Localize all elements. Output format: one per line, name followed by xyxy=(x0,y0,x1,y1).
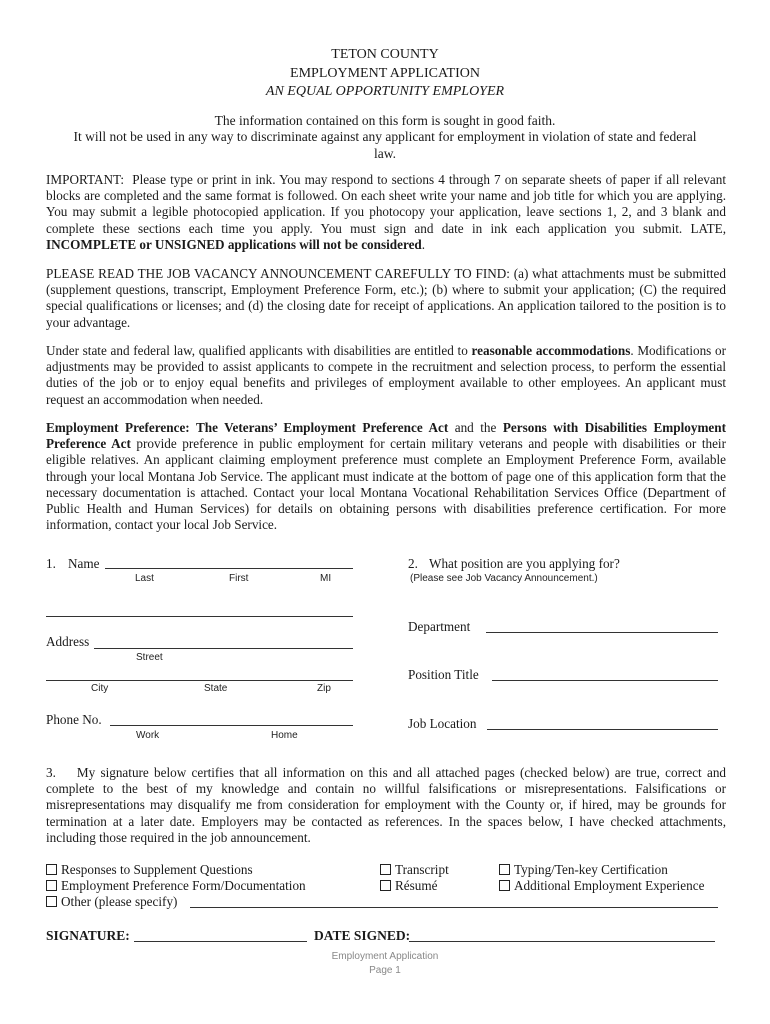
job-location-field[interactable] xyxy=(487,729,718,730)
checkbox-icon[interactable] xyxy=(380,880,391,891)
department-label: Department xyxy=(408,619,471,634)
disability-bold: reasonable accommodations xyxy=(471,343,631,358)
checkbox-supplement-label: Responses to Supplement Questions xyxy=(61,862,253,877)
signature-field[interactable] xyxy=(134,941,307,942)
checkbox-other-label: Other (please specify) xyxy=(61,894,178,909)
city-state-zip-field[interactable] xyxy=(46,680,353,681)
form-subtitle: AN EQUAL OPPORTUNITY EMPLOYER xyxy=(265,84,505,99)
vacancy-text: : (a) what attachments must be submitted (supplement questions, transcript, Employment Preference Form, etc.); (b) where to submit your application; (C) the required special qualifications or licenses; and (d) the closing date for receipt of applications. An application tailored to the position is to your advantage. xyxy=(46,266,727,330)
other-specify-field[interactable] xyxy=(190,907,718,908)
checkbox-supplement[interactable] xyxy=(46,862,253,878)
name-field[interactable] xyxy=(105,568,353,569)
date-signed-label: DATE SIGNED: xyxy=(314,928,411,943)
important-lead: IMPORTANT: xyxy=(46,172,125,187)
form-title: EMPLOYMENT APPLICATION xyxy=(290,66,480,81)
section-3-number: 3. xyxy=(46,765,56,780)
name-label: Name xyxy=(68,556,100,571)
department-field[interactable] xyxy=(486,632,718,633)
disability-pre: Under state and federal law, qualified applicants with disabilities are entitled to xyxy=(46,343,468,358)
vacancy-note: (Please see Job Vacancy Announcement.) xyxy=(410,573,598,584)
section-3-paragraph xyxy=(46,765,726,846)
first-name-caption: First xyxy=(229,573,249,584)
vacancy-paragraph xyxy=(46,266,726,331)
job-location-label: Job Location xyxy=(408,716,477,731)
street-field[interactable] xyxy=(94,648,353,649)
home-phone-caption: Home xyxy=(271,730,298,741)
preference-act2: Persons with Disabilities Employment Preference Act xyxy=(46,420,727,452)
position-title-label: Position Title xyxy=(408,667,479,682)
section-3-text: My signature below certifies that all information on this and all attached pages (checked below) are true, correct and complete to the best of my knowledge and contain no willful falsifications or misrepresentations. Falsifications or misrepresentations may disqualify me from consideration for employment with the County or, if hired, may be grounds for termination at a later date. Employers may be contacted as references. In the spaces below, I have checked attachments, including those required in the job announcement. xyxy=(46,765,727,845)
signature-label: SIGNATURE: xyxy=(46,928,130,943)
checkbox-typing-label: Typing/Ten-key Certification xyxy=(514,862,668,877)
checkbox-preference-form-label: Employment Preference Form/Documentation xyxy=(61,878,306,893)
checkbox-icon[interactable] xyxy=(380,864,391,875)
position-title-field[interactable] xyxy=(492,680,718,681)
footer-title: Employment Application xyxy=(331,951,439,962)
checkbox-other[interactable] xyxy=(46,894,177,910)
checkbox-icon[interactable] xyxy=(46,896,57,907)
important-end: . xyxy=(421,236,426,252)
phone-field[interactable] xyxy=(110,725,353,726)
checkbox-experience[interactable] xyxy=(499,878,704,894)
checkbox-transcript[interactable] xyxy=(380,862,449,878)
preference-text: provide preference in public employment for certain military veterans and people with disabilities or their eligible relatives. An applicant claiming employment preference must complete an Employment Preference Form, available through your local Montana Job Service. The applicant must indicate at the bottom of page one of this application form that the necessary documentation is attached. Contact your local Montana Vocational Rehabilitation Services Office (Department of Public Health and Human Services) for details on obtaining persons with disabilities preference certification. For more information, contact your local Job Service. xyxy=(46,436,726,533)
important-paragraph xyxy=(46,172,726,253)
checkbox-icon[interactable] xyxy=(499,880,510,891)
zip-caption: Zip xyxy=(317,683,331,694)
section-1-number: 1. xyxy=(46,556,56,571)
preference-lead: Employment Preference: The Veterans’ Employment Preference Act xyxy=(46,420,449,435)
street-caption: Street xyxy=(136,652,163,663)
last-name-caption: Last xyxy=(135,573,154,584)
checkbox-icon[interactable] xyxy=(499,864,510,875)
disability-paragraph xyxy=(46,343,726,408)
intro-line-1: The information contained on this form is sought in good faith. xyxy=(214,113,556,128)
phone-label: Phone No. xyxy=(46,712,102,727)
section-2-number: 2. xyxy=(408,556,418,571)
preference-and: and the xyxy=(448,420,503,435)
checkbox-typing[interactable] xyxy=(499,862,668,878)
work-phone-caption: Work xyxy=(136,730,160,741)
mi-caption: MI xyxy=(320,573,332,584)
checkbox-icon[interactable] xyxy=(46,864,57,875)
name-extra-field[interactable] xyxy=(46,616,353,617)
address-label: Address xyxy=(46,634,90,649)
checkbox-resume-label: Résumé xyxy=(395,878,438,893)
important-text: Please type or print in ink. You may respond to sections 4 through 7 on separate sheets of paper if all relevant blocks are completed and the same format is followed. On each sheet write your name and job title for which you are applying. You may submit a legible photocopied application. If you photocopy your application, leave sections 1, 2, and 3 blank and complete these sections each time you apply. You must sign and date in ink each application you submit. LATE, xyxy=(46,172,726,236)
checkbox-resume[interactable] xyxy=(380,878,438,894)
intro-line-2: It will not be used in any way to discriminate against any applicant for employment in violation of state and federal law. xyxy=(73,129,697,161)
checkbox-icon[interactable] xyxy=(46,880,57,891)
checkbox-preference-form[interactable] xyxy=(46,878,306,894)
vacancy-lead: PLEASE READ THE JOB VACANCY ANNOUNCEMENT CAREFULLY TO FIND xyxy=(46,266,507,281)
disability-post: . Modifications or adjustments may be provided to assist applicants to compete in the recruitment and selection process, to perform the essential duties of the job or to enjoy equal benefits and privileges of employment available to other employees. An applicant must request an accommodation when needed. xyxy=(46,343,727,407)
city-caption: City xyxy=(91,683,109,694)
position-question: What position are you applying for? xyxy=(429,556,620,571)
checkbox-transcript-label: Transcript xyxy=(395,862,449,877)
state-caption: State xyxy=(204,683,228,694)
important-warning: INCOMPLETE or UNSIGNED applications will not be considered xyxy=(46,236,422,252)
county-heading: TETON COUNTY xyxy=(331,47,439,62)
date-signed-field[interactable] xyxy=(409,941,715,942)
preference-paragraph xyxy=(46,420,726,533)
footer-page-number: Page 1 xyxy=(369,965,401,976)
checkbox-experience-label: Additional Employment Experience xyxy=(514,878,705,893)
